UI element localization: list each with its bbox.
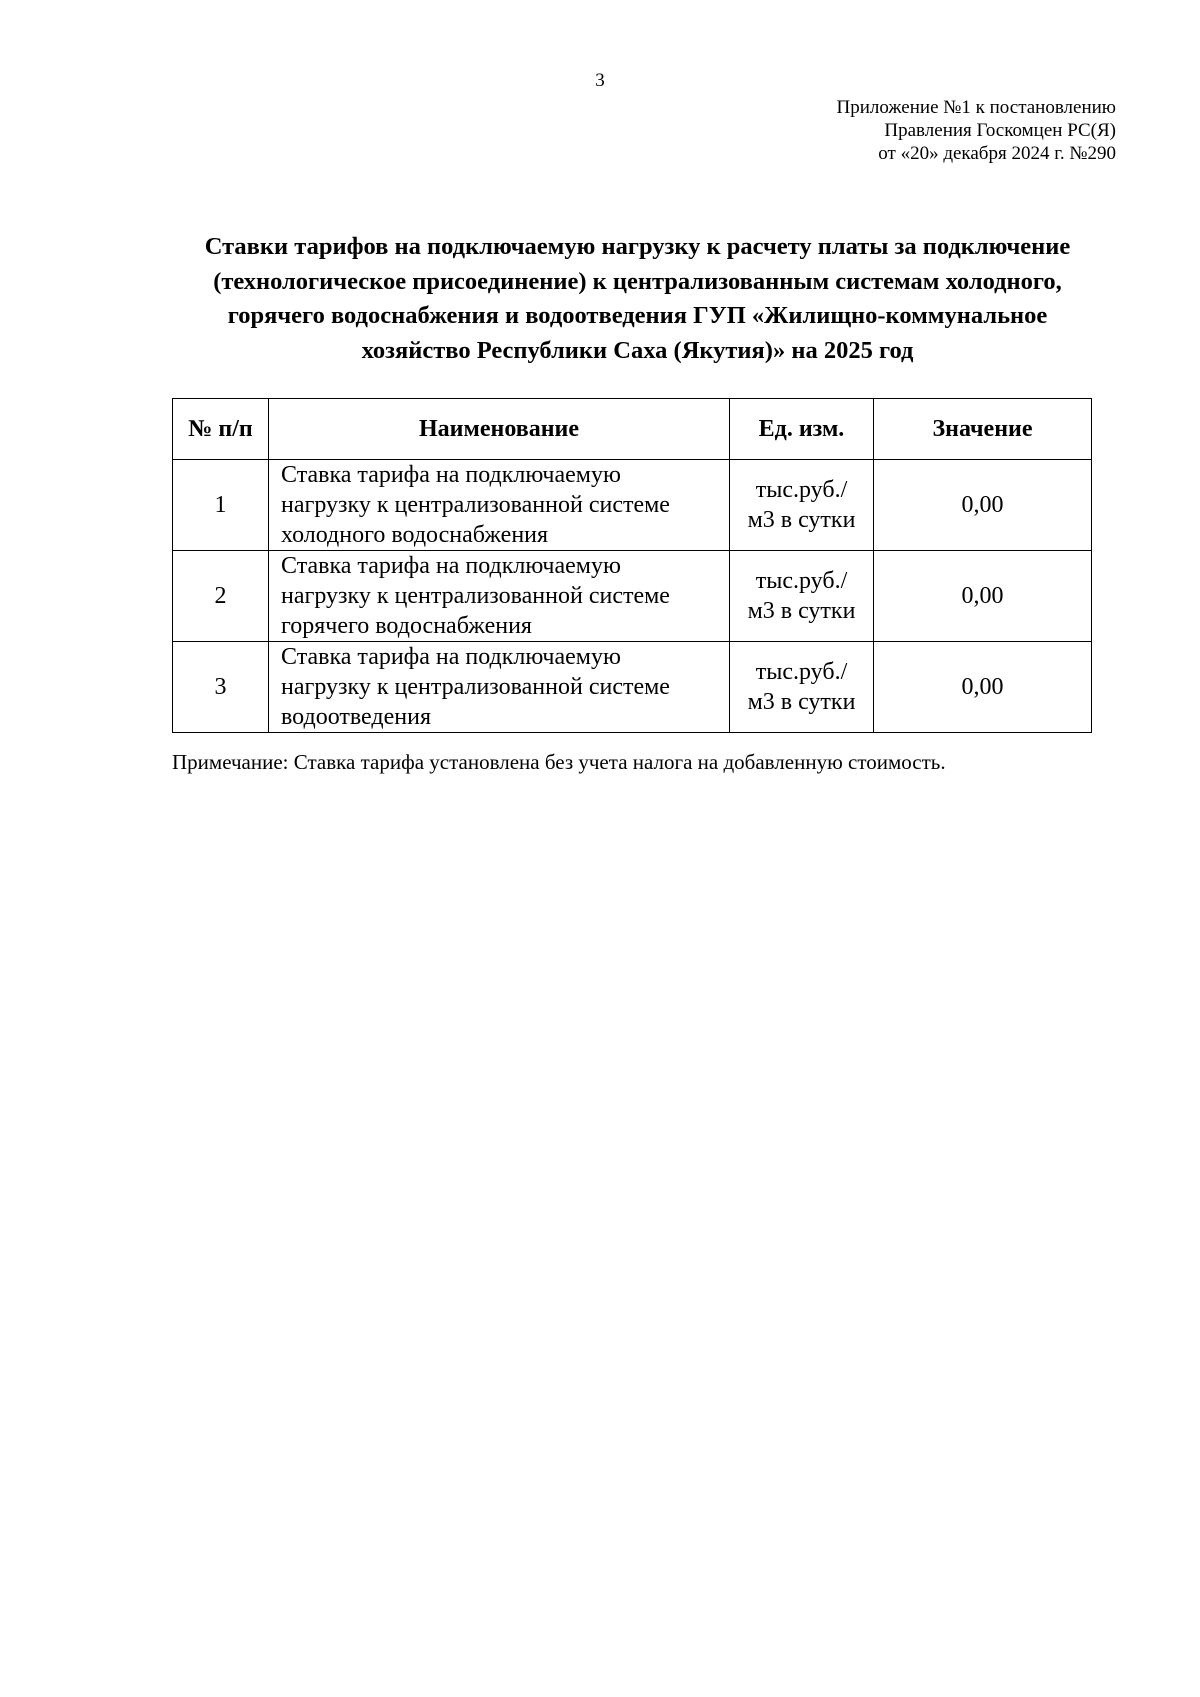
row-number: 2 [173, 551, 269, 642]
row-name-line: Ставка тарифа на подключаемую [281, 462, 621, 488]
title-line: Ставки тарифов на подключаемую нагрузку к расчету платы за подключение [204, 233, 1071, 260]
row-unit [730, 460, 874, 551]
table-row [173, 460, 1092, 551]
row-unit-line: тыс.руб./ [755, 477, 848, 503]
title-line: (технологическое присоединение) к централизованным системам холодного, [213, 267, 1062, 295]
table-header-row [173, 399, 1092, 460]
row-unit-line: м3 в сутки [747, 598, 856, 624]
row-value: 0,00 [874, 460, 1092, 551]
tariff-table [172, 398, 1092, 733]
header-name: Наименование [269, 399, 730, 460]
table-row [173, 551, 1092, 642]
row-name-line: нагрузку к централизованной системе [281, 492, 670, 518]
row-name [269, 460, 730, 551]
appendix-line: Правления Госкомцен РС(Я) [884, 120, 1116, 141]
footnote: Примечание: Ставка тарифа установлена без учета налога на добавленную стоимость. [172, 750, 946, 774]
row-name-line: нагрузку к централизованной системе [281, 583, 670, 609]
row-name-line: нагрузку к централизованной системе [281, 674, 670, 700]
row-value: 0,00 [874, 551, 1092, 642]
header-number: № п/п [173, 399, 269, 460]
header-unit: Ед. изм. [730, 399, 874, 460]
row-name-line: холодного водоснабжения [281, 522, 549, 548]
row-unit-line: м3 в сутки [747, 689, 856, 715]
title-line: горячего водоснабжения и водоотведения ГУП «Жилищно-коммунальное [227, 302, 1048, 329]
row-name-line: Ставка тарифа на подключаемую [281, 644, 621, 670]
appendix-line: от «20» декабря 2024 г. №290 [878, 143, 1116, 164]
header-value: Значение [874, 399, 1092, 460]
row-name [269, 642, 730, 733]
table-row [173, 642, 1092, 733]
title-line: хозяйство Республики Саха (Якутия)» на 2025 год [361, 336, 914, 364]
row-value: 0,00 [874, 642, 1092, 733]
appendix-line: Приложение №1 к постановлению [836, 97, 1116, 118]
row-number: 3 [173, 642, 269, 733]
row-number: 1 [173, 460, 269, 551]
row-unit-line: тыс.руб./ [755, 659, 848, 685]
row-name-line: горячего водоснабжения [281, 613, 532, 639]
row-name-line: водоотведения [281, 704, 431, 730]
row-unit [730, 551, 874, 642]
row-unit [730, 642, 874, 733]
row-name-line: Ставка тарифа на подключаемую [281, 553, 621, 579]
row-name [269, 551, 730, 642]
row-unit-line: м3 в сутки [747, 507, 856, 533]
appendix-reference [716, 96, 1116, 165]
document-title [165, 230, 1110, 368]
page-number: 3 [595, 70, 605, 91]
row-unit-line: тыс.руб./ [755, 568, 848, 594]
